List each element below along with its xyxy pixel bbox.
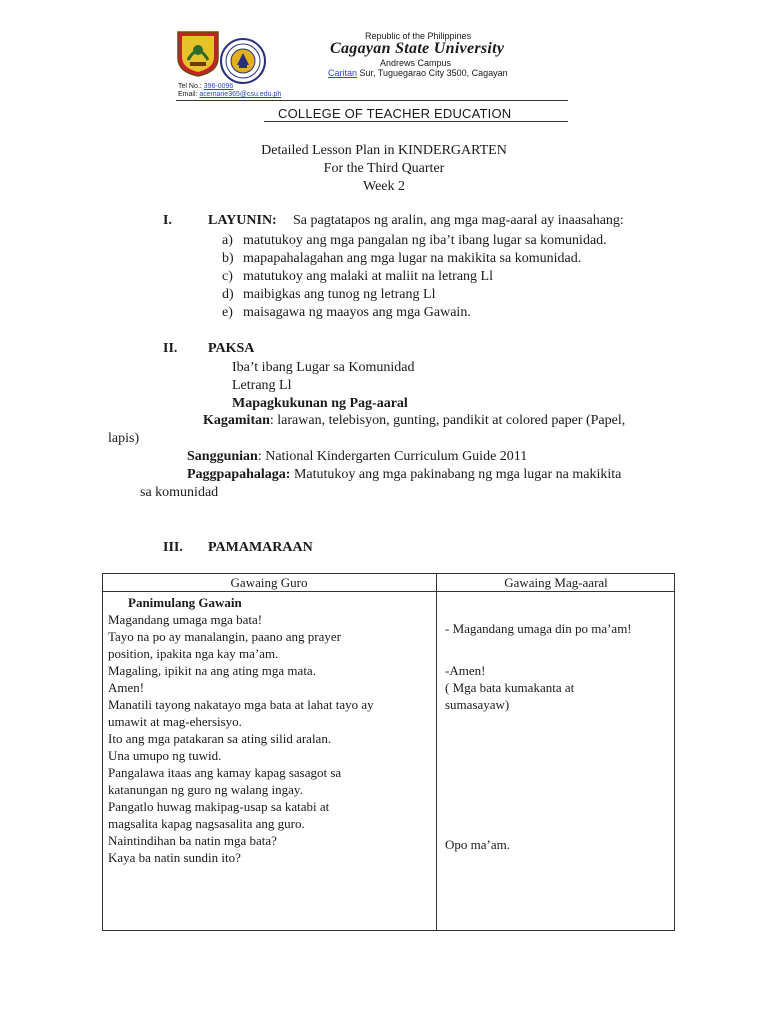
table-column-divider bbox=[436, 573, 437, 931]
student-response-2: -Amen! bbox=[445, 663, 486, 678]
topic-1: Iba’t ibang Lugar sa Komunidad bbox=[232, 360, 415, 375]
teacher-line: Magaling, ipikit na ang ating mga mata. bbox=[108, 663, 316, 678]
section-2-numeral: II. bbox=[163, 341, 178, 356]
objective-text: maisagawa ng maayos ang mga Gawain. bbox=[243, 305, 471, 320]
topic-2: Letrang Ll bbox=[232, 378, 292, 393]
teacher-activity-lines bbox=[108, 611, 434, 866]
objective-text: matutukoy ang mga pangalan ng iba’t ibang lugar sa komunidad. bbox=[243, 233, 607, 248]
teacher-activity-heading: Panimulang Gawain bbox=[128, 595, 242, 610]
objective-letter: a) bbox=[222, 233, 233, 248]
reference-line: Sanggunian: National Kindergarten Curriculum Guide 2011 bbox=[187, 449, 528, 464]
header-divider-bottom bbox=[264, 121, 568, 122]
email-link[interactable]: acemarie365@csu.edu.ph bbox=[199, 91, 282, 98]
student-response-5: Opo ma’am. bbox=[445, 837, 510, 852]
section-3-numeral: III. bbox=[163, 540, 183, 555]
telephone: Tel No.: 396-0096 bbox=[178, 83, 234, 90]
address-link[interactable]: Caritan bbox=[328, 68, 358, 78]
table-header-student: Gawaing Mag-aaral bbox=[504, 575, 608, 590]
materials-continuation: lapis) bbox=[108, 431, 140, 446]
title-line-3: Week 2 bbox=[362, 179, 406, 194]
header-divider-top bbox=[176, 100, 568, 101]
objective-text: mapapahalagahan ang mga lugar na makikita sa komunidad. bbox=[243, 251, 582, 266]
section-1-heading: LAYUNIN: bbox=[208, 213, 277, 228]
objective-letter: b) bbox=[222, 251, 234, 266]
objective-text: matutukoy ang malaki at maliit na letrang Ll bbox=[243, 269, 493, 284]
college-name: COLLEGE OF TEACHER EDUCATION bbox=[278, 106, 512, 121]
student-response-3: ( Mga bata kumakanta at bbox=[445, 680, 575, 695]
table-header-divider bbox=[102, 591, 675, 592]
objective-letter: e) bbox=[222, 305, 233, 320]
resources-heading: Mapagkukunan ng Pag-aaral bbox=[232, 396, 408, 411]
teacher-line: position, ipakita nga kay ma’am. bbox=[108, 646, 279, 661]
values-continuation: sa komunidad bbox=[140, 485, 219, 500]
campus-name: Andrews Campus bbox=[380, 58, 452, 68]
teacher-line: Naintindihan ba natin mga bata? bbox=[108, 833, 277, 848]
section-1-numeral: I. bbox=[163, 213, 172, 228]
address: Caritan Sur, Tuguegarao City 3500, Cagayan bbox=[328, 68, 508, 78]
student-response-1: - Magandang umaga din po ma’am! bbox=[445, 621, 632, 636]
college-seal-icon bbox=[219, 37, 267, 85]
email: Email: acemarie365@csu.edu.ph bbox=[178, 91, 282, 98]
republic-text: Republic of the Philippines bbox=[365, 31, 472, 41]
teacher-line: Magandang umaga mga bata! bbox=[108, 612, 263, 627]
teacher-line: Ito ang mga patakaran sa ating silid aralan. bbox=[108, 731, 332, 746]
teacher-line: umawit at mag-ehersisyo. bbox=[108, 714, 242, 729]
telephone-link[interactable]: 396-0096 bbox=[203, 83, 234, 90]
teacher-line: magsalita kapag nagsasalita ang guro. bbox=[108, 816, 305, 831]
table-header-teacher: Gawaing Guro bbox=[230, 575, 308, 590]
section-2-heading: PAKSA bbox=[208, 341, 255, 356]
objective-letter: c) bbox=[222, 269, 233, 284]
csu-logo-icon bbox=[176, 30, 220, 78]
section-1-intro: Sa pagtatapos ng aralin, ang mga mag-aaral ay inaasahang: bbox=[293, 213, 624, 228]
title-line-2: For the Third Quarter bbox=[323, 161, 445, 176]
teacher-line: Tayo na po ay manalangin, paano ang prayer bbox=[108, 629, 341, 644]
teacher-line: katanungan ng guro ng walang ingay. bbox=[108, 782, 303, 797]
objective-letter: d) bbox=[222, 287, 234, 302]
objective-text: maibigkas ang tunog ng letrang Ll bbox=[243, 287, 436, 302]
teacher-line: Kaya ba natin sundin ito? bbox=[108, 850, 241, 865]
teacher-line: Una umupo ng tuwid. bbox=[108, 748, 222, 763]
university-name: Cagayan State University bbox=[330, 40, 505, 57]
teacher-line: Manatili tayong nakatayo mga bata at lahat tayo ay bbox=[108, 697, 374, 712]
materials-line: Kagamitan: larawan, telebisyon, gunting, pandikit at colored paper (Papel, bbox=[203, 413, 626, 428]
values-line: Paggpapahalaga: Matutukoy ang mga pakinabang ng mga lugar na makikita bbox=[187, 467, 622, 482]
title-line-1: Detailed Lesson Plan in KINDERGARTEN bbox=[261, 143, 507, 158]
teacher-line: Amen! bbox=[108, 680, 145, 695]
student-response-4: sumasayaw) bbox=[445, 697, 510, 712]
section-3-heading: PAMAMARAAN bbox=[208, 540, 313, 555]
teacher-line: Pangalawa itaas ang kamay kapag sasagot sa bbox=[108, 765, 342, 780]
teacher-line: Pangatlo huwag makipag-usap sa katabi at bbox=[108, 799, 330, 814]
